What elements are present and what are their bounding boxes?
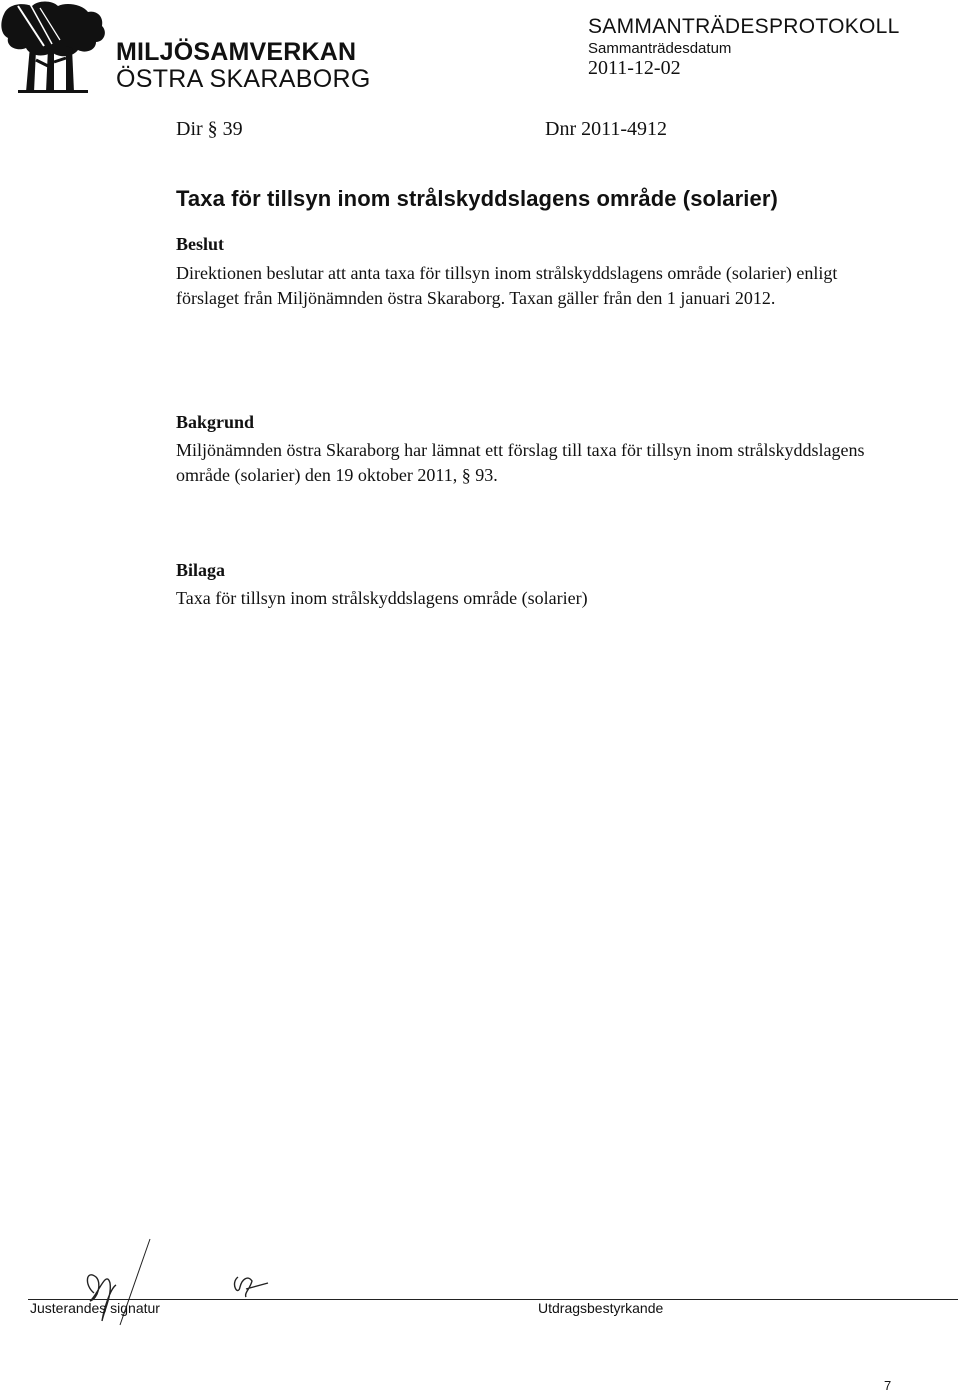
attachment-heading: Bilaga (176, 560, 226, 580)
decision-text: Direktionen beslutar att anta taxa för tillsyn inom strålskyddslagens område (solarier) enligt förslaget från Miljönämnden östra Skaraborg. Taxan gäller från den 1 januari 2012. (176, 263, 838, 308)
decision-heading: Beslut (176, 234, 225, 254)
organization-name: MILJÖSAMVERKAN (116, 38, 357, 66)
page-title: Taxa för tillsyn inom strålskyddslagens område (solarier) (176, 186, 778, 211)
page-number: 7 (884, 1378, 892, 1393)
paragraph-reference: Dir § 39 (176, 118, 243, 140)
document-type: SAMMANTRÄDESPROTOKOLL (588, 15, 900, 38)
organization-subname: ÖSTRA SKARABORG (116, 65, 371, 93)
certification-label: Utdragsbestyrkande (538, 1300, 664, 1316)
handwritten-signature-icon (80, 1225, 300, 1345)
meeting-date-label: Sammanträdesdatum (588, 40, 732, 57)
background-text: Miljönämnden östra Skaraborg har lämnat ett förslag till taxa för tillsyn inom strålskyddslagens område (solarier) den 19 oktober 2011, § 93. (176, 440, 865, 485)
attachment-text: Taxa för tillsyn inom strålskyddslagens område (solarier) (176, 588, 588, 608)
signature-label: Justerandes signatur (30, 1300, 160, 1316)
signature-line (28, 1299, 958, 1300)
background-heading: Bakgrund (176, 412, 255, 432)
tree-logo-icon (0, 0, 110, 95)
meeting-date-value: 2011-12-02 (588, 57, 681, 79)
case-number: Dnr 2011-4912 (545, 118, 668, 140)
